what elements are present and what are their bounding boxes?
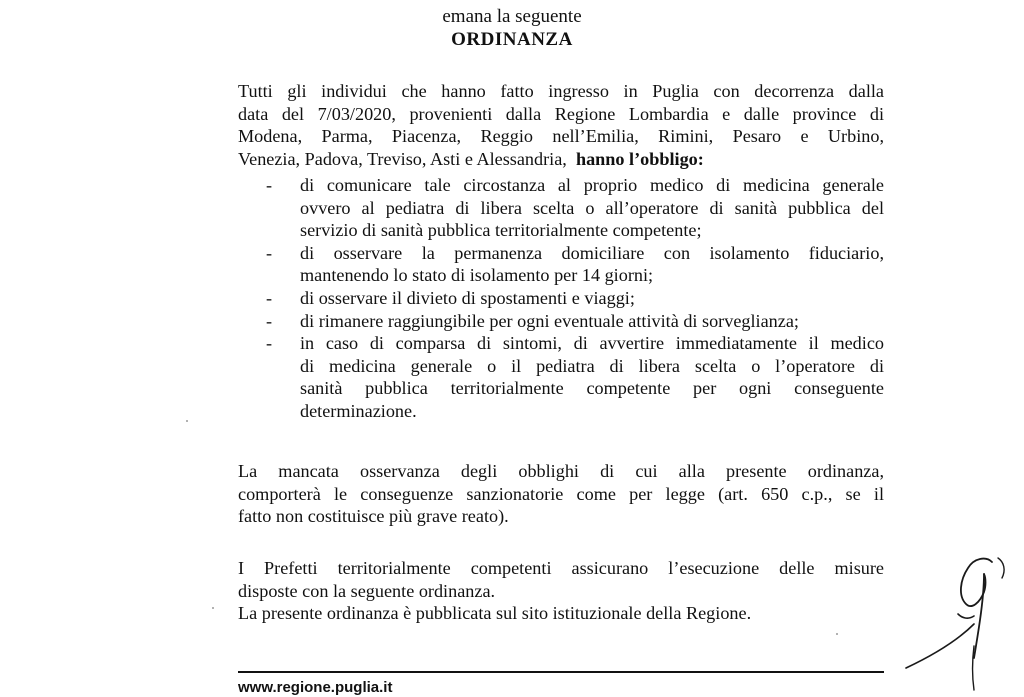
list-item — [238, 310, 884, 333]
paragraph-line: La presente ordinanza è pubblicata sul sito istituzionale della Regione. — [238, 603, 752, 624]
scan-speck — [186, 420, 188, 422]
header-preamble: emana la seguente — [442, 6, 582, 27]
list-item — [238, 174, 884, 242]
paragraph-line: I Prefetti territorialmente competenti assicurano l’esecuzione delle misure — [238, 558, 884, 578]
paragraph-line: comporterà le conseguenze sanzionatorie come per legge (art. 650 c.p., se il — [238, 483, 884, 504]
list-item — [238, 242, 884, 287]
list-item-line: in caso di comparsa di sintomi, di avvertire immediatamente il medico — [300, 333, 884, 354]
sanctions-paragraph — [238, 460, 884, 528]
obligations-list — [238, 174, 884, 423]
handwritten-signature-icon — [900, 548, 1024, 693]
paragraph-line: La mancata osservanza degli obblighi di cui alla presente ordinanza, — [238, 461, 884, 481]
bullet-dash: - — [266, 287, 273, 308]
paragraph-line: fatto non costituisce più grave reato). — [238, 506, 509, 527]
list-item-line: di medicina generale o il pediatra di libera scelta o l’operatore di — [300, 355, 884, 376]
list-item-line: di rimanere raggiungibile per ogni eventuale attività di sorveglianza; — [300, 310, 799, 331]
paragraph-line: disposte con la seguente ordinanza. — [238, 580, 496, 601]
intro-paragraph — [238, 80, 884, 170]
list-item-line: sanità pubblica territorialmente competente per ogni conseguente — [300, 378, 884, 399]
footer-website-link[interactable]: www.regione.puglia.it — [238, 679, 393, 696]
bullet-dash: - — [266, 310, 273, 331]
list-item-line: di osservare la permanenza domiciliare con isolamento fiduciario, — [300, 242, 884, 263]
bullet-dash: - — [266, 333, 273, 354]
list-item — [238, 287, 884, 310]
list-item-line: mantenendo lo stato di isolamento per 14 giorni; — [300, 265, 654, 286]
intro-line: data del 7/03/2020, provenienti dalla Regione Lombardia e dalle province di — [238, 103, 884, 124]
intro-line-prefix: Venezia, Padova, Treviso, Asti e Alessandria, — [238, 148, 567, 169]
bullet-dash: - — [266, 242, 273, 263]
obligation-heading: hanno l’obbligo: — [575, 148, 704, 169]
list-item-line: ovvero al pediatra di libera scelta o all’operatore di sanità pubblica del — [300, 197, 884, 218]
list-item — [238, 332, 884, 422]
bullet-dash: - — [266, 175, 273, 195]
intro-line: Modena, Parma, Piacenza, Reggio nell’Emilia, Rimini, Pesaro e Urbino, — [238, 126, 884, 147]
intro-line-obligation — [238, 148, 884, 171]
intro-line: Tutti gli individui che hanno fatto ingresso in Puglia con decorrenza dalla — [238, 81, 884, 101]
list-item-line: servizio di sanità pubblica territorialmente competente; — [300, 220, 702, 241]
enforcement-paragraph — [238, 557, 884, 625]
list-item-line: determinazione. — [300, 400, 417, 421]
scan-speck — [836, 633, 838, 635]
document-title: ORDINANZA — [451, 29, 573, 50]
scan-speck — [212, 607, 214, 609]
footer-divider — [238, 671, 884, 673]
list-item-line: di comunicare tale circostanza al proprio medico di medicina generale — [300, 175, 884, 195]
list-item-line: di osservare il divieto di spostamenti e viaggi; — [300, 287, 635, 308]
